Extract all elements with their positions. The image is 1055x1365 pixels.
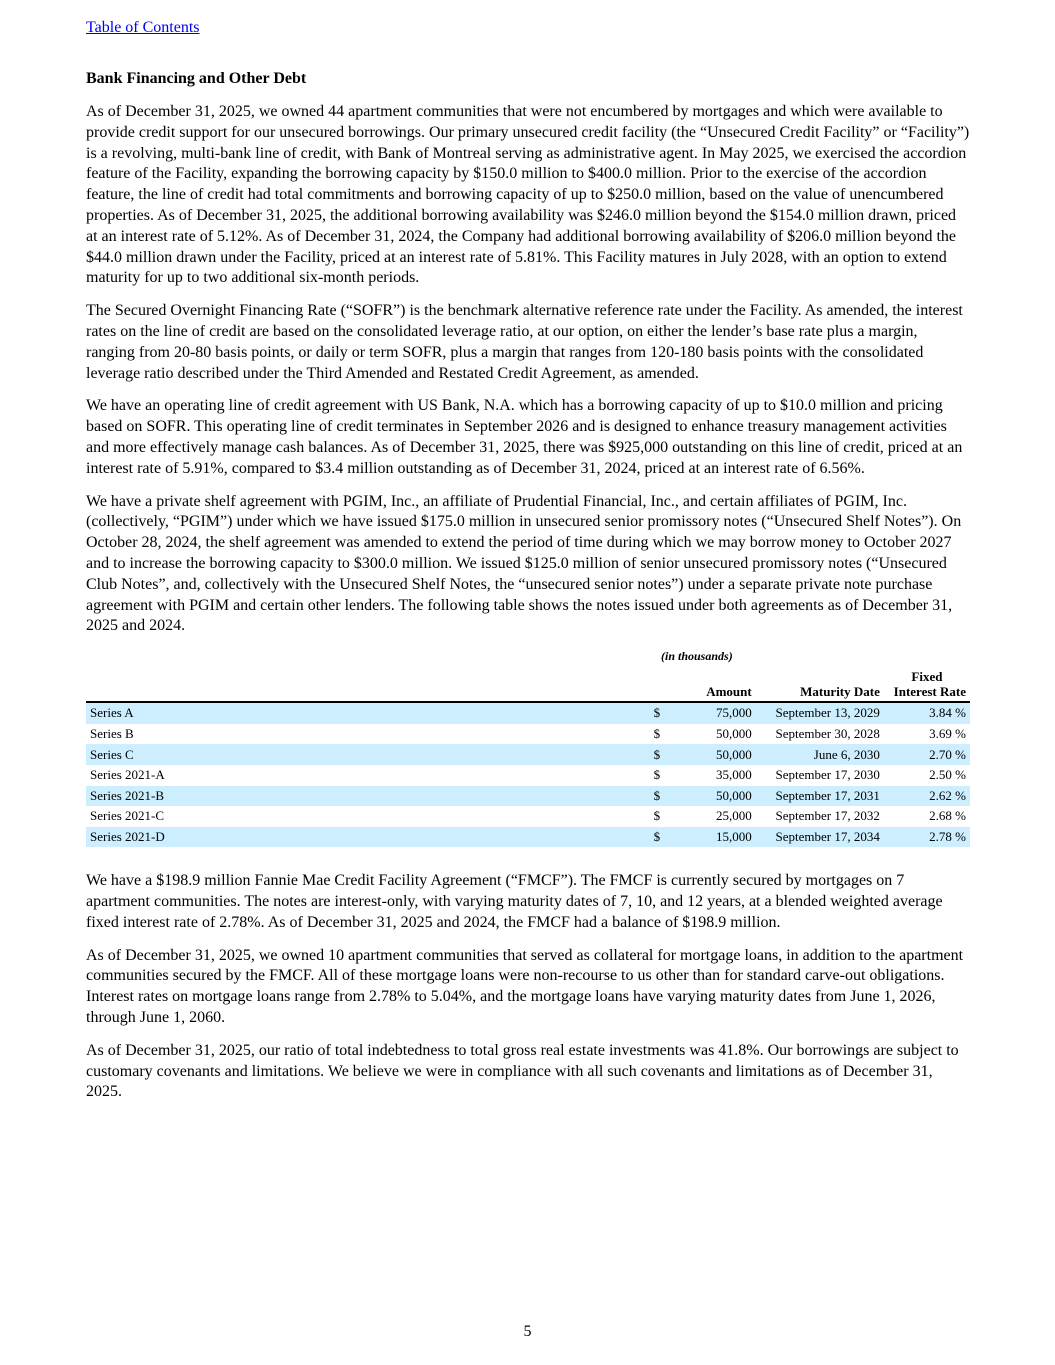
- cell-maturity-date: September 17, 2032: [775, 808, 880, 824]
- cell-series: Series 2021-C: [90, 808, 165, 824]
- cell-series: Series A: [90, 705, 134, 721]
- header-currency: [650, 669, 668, 702]
- cell-amount: 35,000: [715, 767, 752, 783]
- notes-table: [86, 669, 970, 847]
- cell-amount: 50,000: [715, 746, 752, 762]
- cell-series: Series 2021-B: [90, 787, 165, 803]
- page-number: 5: [523, 1323, 532, 1340]
- cell-rate: 3.84 %: [929, 705, 966, 721]
- cell-maturity-date: September 13, 2029: [775, 705, 880, 721]
- header-amount: Amount: [706, 684, 752, 700]
- cell-series: Series B: [90, 726, 134, 742]
- header-maturity-date: Maturity Date: [800, 684, 880, 700]
- cell-currency: $: [653, 705, 661, 721]
- cell-series: Series 2021-D: [90, 828, 165, 844]
- cell-maturity-date: September 30, 2028: [775, 726, 880, 742]
- units-label-row: [86, 649, 970, 669]
- table-header-row: [86, 669, 970, 702]
- paragraph-fmcf: We have a $198.9 million Fannie Mae Credit Facility Agreement (“FMCF”). The FMCF is currently secured by mortgages on 7 apartment communities. The notes are interest-only, with varying maturity dates of 7, 10, and 12 years, at a blended weighted average fixed interest rate of 2.78%. As of December 31, 2025 and 2024, the FMCF had a balance of $198.9 million.: [86, 872, 943, 931]
- header-fixed-interest-rate: [884, 669, 970, 702]
- cell-amount: 50,000: [715, 726, 752, 742]
- cell-rate: 3.69 %: [929, 726, 966, 742]
- section-title: Bank Financing and Other Debt: [86, 70, 307, 87]
- cell-amount: 15,000: [715, 828, 752, 844]
- cell-currency: $: [653, 828, 661, 844]
- table-row: [86, 765, 970, 786]
- cell-amount: 25,000: [715, 808, 752, 824]
- table-row: [86, 806, 970, 827]
- paragraph-unsecured-credit-facility: As of December 31, 2025, we owned 44 apartment communities that were not encumbered by mortgages and which were available to provide credit support for our unsecured borrowings. Our primary unsecured credit facility (the “Unsecured Credit Facility” or “Facility”) is a revolving, multi-bank line of credit, with Bank of Montreal serving as administrative agent. In May 2025, we exercised the accordion feature of the Facility, expanding the borrowing capacity by $150.0 million to $400.0 million. Prior to the exercise of the accordion feature, the line of credit had total commitments and borrowing capacity of up to $250.0 million, based on the value of unencumbered properties. As of December 31, 2025, the additional borrowing availability was $246.0 million beyond the $154.0 million drawn, priced at an interest rate of 5.12%. As of December 31, 2024, the Company had additional borrowing availability of $206.0 million beyond the $44.0 million drawn under the Facility, priced at an interest rate of 5.81%. This Facility matures in July 2028, with an option to extend maturity for up to two additional six-month periods.: [86, 103, 970, 287]
- cell-maturity-date: September 17, 2034: [775, 828, 880, 844]
- cell-currency: $: [653, 726, 661, 742]
- header-rate-line2: Interest Rate: [893, 684, 966, 700]
- cell-rate: 2.50 %: [929, 767, 966, 783]
- cell-rate: 2.70 %: [929, 746, 966, 762]
- cell-maturity-date: September 17, 2031: [775, 787, 880, 803]
- table-row: [86, 827, 970, 848]
- cell-series: Series C: [90, 746, 134, 762]
- cell-maturity-date: June 6, 2030: [813, 746, 880, 762]
- cell-currency: $: [653, 808, 661, 824]
- cell-maturity-date: September 17, 2030: [775, 767, 880, 783]
- header-rate-line1: Fixed: [911, 669, 943, 685]
- cell-currency: $: [653, 746, 661, 762]
- table-row: [86, 786, 970, 807]
- cell-amount: 50,000: [715, 787, 752, 803]
- cell-amount: 75,000: [715, 705, 752, 721]
- cell-rate: 2.78 %: [929, 828, 966, 844]
- paragraph-operating-line: We have an operating line of credit agreement with US Bank, N.A. which has a borrowing capacity of up to $10.0 million and pricing based on SOFR. This operating line of credit terminates in September 2026 and is designed to enhance treasury management activities and more effectively manage cash balances. As of December 31, 2025, there was $925,000 outstanding on this line of credit, priced at an interest rate of 5.91%, compared to $3.4 million outstanding as of December 31, 2024, priced at an interest rate of 6.56%.: [86, 397, 963, 477]
- table-row: [86, 724, 970, 745]
- table-row: [86, 744, 970, 765]
- cell-rate: 2.68 %: [929, 808, 966, 824]
- cell-series: Series 2021-A: [90, 767, 165, 783]
- cell-currency: $: [653, 767, 661, 783]
- units-label: (in thousands): [661, 649, 733, 664]
- cell-currency: $: [653, 787, 661, 803]
- header-series: [86, 669, 650, 702]
- paragraph-pgim-shelf: We have a private shelf agreement with PGIM, Inc., an affiliate of Prudential Financial, Inc., and certain affiliates of PGIM, Inc. (collectively, “PGIM”) under which we have issued $175.0 million in unsecured senior promissory notes (“Unsecured Shelf Notes”). On October 28, 2024, the shelf agreement was amended to extend the period of time during which we may borrow money to October 2027 and to increase the borrowing capacity to $300.0 million. We issued $125.0 million of senior unsecured promissory notes (“Unsecured Club Notes”, and, collectively with the Unsecured Shelf Notes, the “unsecured senior notes”) under a separate private note purchase agreement with PGIM and certain other lenders. The following table shows the notes issued under both agreements as of December 31, 2025 and 2024.: [86, 492, 962, 635]
- table-row: [86, 702, 970, 724]
- paragraph-sofr: The Secured Overnight Financing Rate (“SOFR”) is the benchmark alternative reference rate under the Facility. As amended, the interest rates on the line of credit are based on the consolidated leverage ratio, at our option, on either the lender’s base rate plus a margin, ranging from 20-80 basis points, or daily or term SOFR, plus a margin that ranges from 120-180 basis points with the consolidated leverage ratio described under the Third Amended and Restated Credit Agreement, as amended.: [86, 302, 963, 382]
- notes-table-section: [86, 649, 970, 847]
- cell-rate: 2.62 %: [929, 787, 966, 803]
- paragraph-indebtedness-ratio: As of December 31, 2025, our ratio of total indebtedness to total gross real estate investments was 41.8%. Our borrowings are subject to customary covenants and limitations. We believe we were in compliance with all such covenants and limitations as of December 31, 2025.: [86, 1041, 959, 1101]
- paragraph-mortgage-loans: As of December 31, 2025, we owned 10 apartment communities that served as collateral for mortgage loans, in addition to the apartment communities secured by the FMCF. All of these mortgage loans were non-recourse to us other than for standard carve-out obligations. Interest rates on mortgage loans range from 2.78% to 5.04%, and the mortgage loans have varying maturity dates from June 1, 2026, through June 1, 2060.: [86, 946, 964, 1027]
- table-of-contents-link[interactable]: Table of Contents: [86, 19, 200, 36]
- document-body: [86, 68, 970, 1115]
